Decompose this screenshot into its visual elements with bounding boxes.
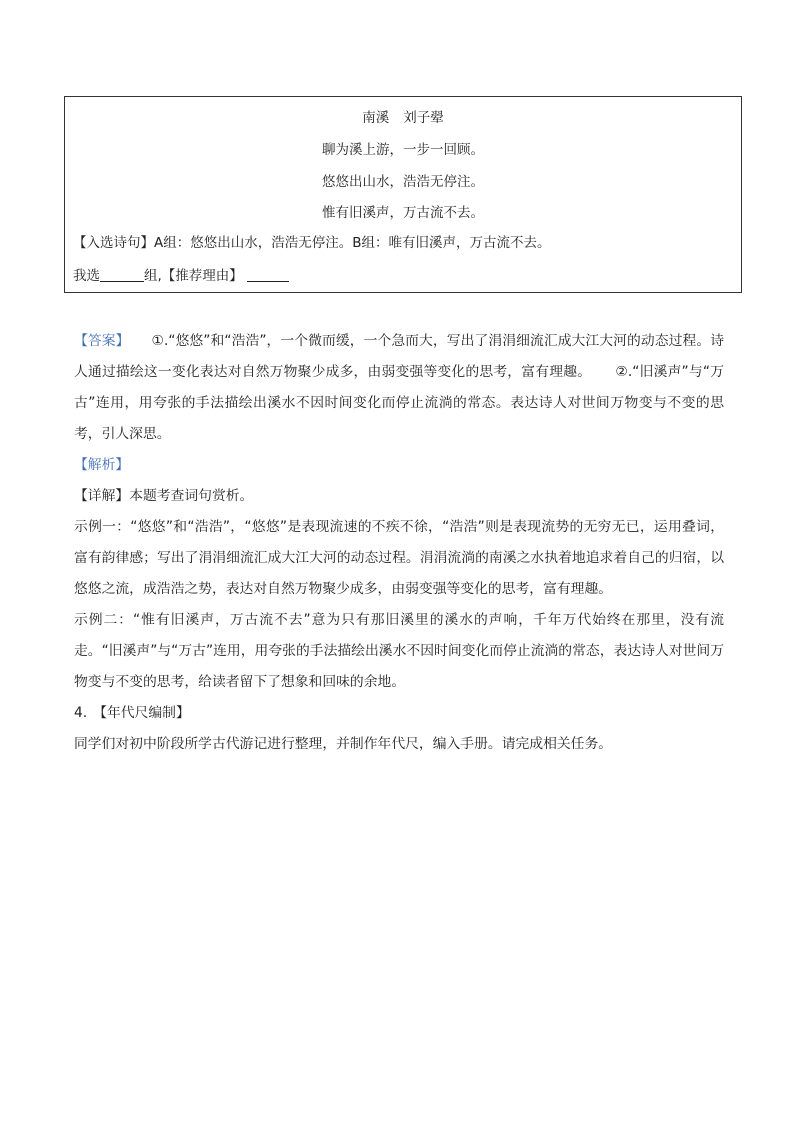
selected-lines-row (73, 234, 551, 252)
answer-part1: “悠悠”和“浩浩”，一个微而缓，一个急而大，写出了涓涓细流汇成大江大河的动态过程。诗人通过描绘这一变化表达对自然万物聚少成多，由弱变强等变化的思考，富有理趣。 (74, 333, 724, 380)
poem-box (64, 96, 742, 293)
detail-text: 本题考查词句赏析。 (129, 488, 254, 504)
reason-label: 【推荐理由】 (161, 268, 243, 284)
detail-line (74, 481, 724, 512)
choice-row (73, 267, 289, 285)
detail-label: 【详解】 (74, 488, 130, 504)
question-4-task: 同学们对初中阶段所学古代游记进行整理，并制作年代尺，编入手册。请完成相关任务。 (74, 736, 613, 752)
poem-line-2: 悠悠出山水，浩浩无停注。 (322, 174, 484, 190)
answer-paragraph (74, 326, 724, 450)
answer-part1-number: ①. (151, 333, 169, 349)
poem-title: 南溪 (362, 110, 390, 126)
question-4-heading (74, 698, 724, 729)
analysis-label: 【解析】 (74, 457, 130, 473)
answer-label: 【答案】 (74, 333, 130, 349)
poem-line-3: 惟有旧溪声，万古流不去。 (322, 205, 484, 221)
example-2: 示例二：“惟有旧溪声，万古流不去”意为只有那旧溪里的溪水的声响，千年万代始终在那里，没有流走。“旧溪声”与“万古”连用，用夸张的手法描绘出溪水不因时间变化而停止流淌的常态，表达诗人对世间万物变与不变的思考，给读者留下了想象和回味的余地。 (74, 612, 724, 690)
example-1: 示例一：“悠悠”和“浩浩”，“悠悠”是表现流速的不疾不徐，“浩浩”则是表现流势的无穷无已，运用叠词，富有韵律感；写出了涓涓细流汇成大江大河的动态过程。涓涓流淌的南溪之水执着地追求着自己的归宿，以悠悠之流，成浩浩之势，表达对自然万物聚少成多，由弱变强等变化的思考，富有理趣。 (74, 519, 724, 597)
question-4-number: 4. (74, 705, 88, 721)
options-text: A组：悠悠出山水，浩浩无停注。B组：唯有旧溪声，万古流不去。 (154, 235, 551, 251)
poem-author: 刘子翚 (403, 110, 444, 126)
poem-title-line (65, 109, 741, 127)
options-label: 【入选诗句】 (73, 235, 154, 251)
poem-line-1: 聊为溪上游，一步一回顾。 (322, 142, 484, 158)
reason-blank (247, 267, 289, 282)
answer-part2: “旧溪声”与“万古”连用，用夸张的手法描绘出溪水不因时间变化而停止流淌的常态。表达诗人对世间万物变与不变的思考，引人深思。 (74, 364, 724, 442)
analysis-heading (74, 450, 724, 481)
choice-mid: 组, (144, 268, 162, 284)
group-blank (100, 267, 144, 282)
question-4-title: 【年代尺编制】 (93, 705, 190, 721)
choice-prefix: 我选 (73, 268, 100, 284)
answer-part2-number: ②. (615, 364, 633, 380)
